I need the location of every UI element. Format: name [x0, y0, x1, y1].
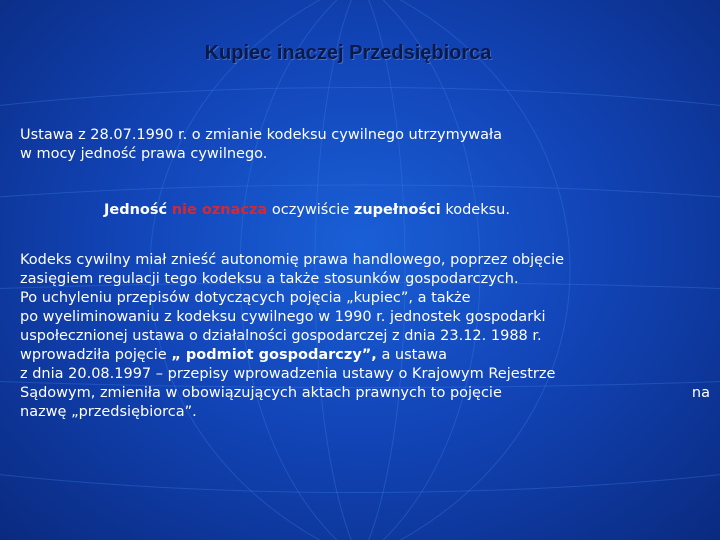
- paragraph-3-line-7b: – przepisy wprowadzenia ustawy o Krajowym Rejestrze: [155, 366, 556, 382]
- paragraph-3-line-8b: na: [691, 385, 710, 401]
- paragraph-1: [20, 126, 710, 164]
- paragraph-3-line-3: Po uchyleniu przepisów dotyczących pojęcia „kupiec”, a także: [20, 290, 471, 306]
- paragraph-2-term: Jedność: [104, 202, 168, 218]
- paragraph-3-line-8a: Sądowym, zmieniła w obowiązujących aktach prawnych to pojęcie: [20, 385, 502, 401]
- paragraph-1-line-2: w mocy jedność prawa cywilnego.: [20, 146, 268, 162]
- paragraph-2-end: kodeksu.: [445, 202, 510, 218]
- paragraph-3-line-8: [20, 384, 710, 403]
- paragraph-1-line-1: Ustawa z 28.07.1990 r. o zmianie kodeksu cywilnego utrzymywała: [20, 127, 503, 143]
- paragraph-3-line-6c: a ustawa: [381, 347, 447, 363]
- slide-title: Kupiec inaczej Przedsiębiorca: [204, 42, 492, 64]
- paragraph-3: [20, 251, 710, 422]
- paragraph-3-line-5: uspołecznionej ustawa o działalności gospodarczej z dnia 23.12. 1988 r.: [20, 328, 542, 344]
- paragraph-2: [104, 201, 704, 220]
- paragraph-3-line-6a: wprowadziła pojęcie: [20, 347, 167, 363]
- paragraph-3-line-1: Kodeks cywilny miał znieść autonomię prawa handlowego, poprzez objęcie: [20, 252, 565, 268]
- paragraph-2-negation: nie oznacza: [171, 202, 268, 218]
- paragraph-3-line-2: zasięgiem regulacji tego kodeksu a także stosunków gospodarczych.: [20, 271, 519, 287]
- paragraph-3-term-podmiot: „ podmiot gospodarczy”,: [171, 347, 377, 363]
- paragraph-2-text: oczywiście: [271, 202, 350, 218]
- paragraph-3-line-9: nazwę „przedsiębiorca”.: [20, 404, 197, 420]
- paragraph-3-line-4: po wyeliminowaniu z kodeksu cywilnego w 1990 r. jednostek gospodarki: [20, 309, 546, 325]
- paragraph-3-line-7a: z dnia 20.08.1997: [20, 366, 152, 382]
- paragraph-2-emphasis: zupełności: [353, 202, 441, 218]
